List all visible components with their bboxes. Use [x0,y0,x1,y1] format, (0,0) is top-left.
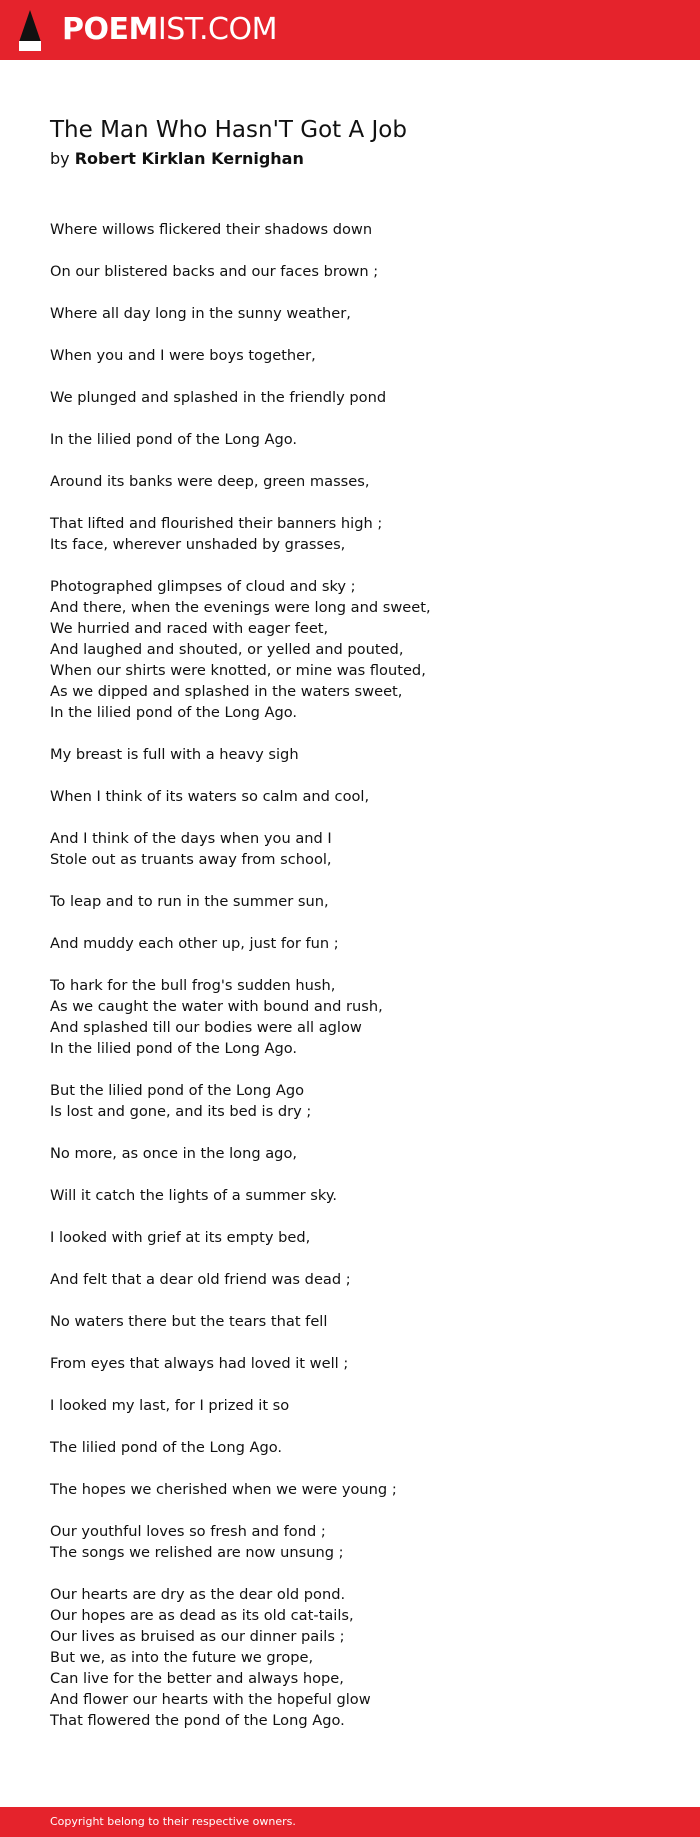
poem-line: Our lives as bruised as our dinner pails ; [50,1628,345,1645]
poem-stanza [50,1311,650,1332]
poem-line: We plunged and splashed in the friendly pond [50,389,387,406]
poem-stanza [50,1584,650,1731]
poem-stanza [50,1269,650,1290]
poem-stanza [50,1185,650,1206]
poem-author: Robert Kirklan Kernighan [74,149,304,168]
poem-line: The hopes we cherished when we were young ; [50,1481,397,1498]
poem-line: When our shirts were knotted, or mine was flouted, [50,662,426,679]
poem-line: We hurried and raced with eager feet, [50,620,329,637]
poem-line: On our blistered backs and our faces brown ; [50,263,379,280]
poem-line: And felt that a dear old friend was dead ; [50,1271,351,1288]
poem-line: The lilied pond of the Long Ago. [50,1439,283,1456]
poem-line: Where all day long in the sunny weather, [50,305,351,322]
poem-title: The Man Who Hasn'T Got A Job [50,117,407,143]
byline [50,149,304,169]
poem-stanza [50,471,650,492]
poem-line: Stole out as truants away from school, [50,851,332,868]
poem-line: To hark for the bull frog's sudden hush, [50,977,336,994]
poem-line: As we dipped and splashed in the waters sweet, [50,683,403,700]
poem-stanza [50,387,650,408]
poem-body [50,219,650,1752]
poem-line: And muddy each other up, just for fun ; [50,935,339,952]
poem-stanza [50,1227,650,1248]
poem-stanza [50,975,650,1059]
poem-line: But the lilied pond of the Long Ago [50,1082,305,1099]
poem-stanza [50,345,650,366]
poem-line: From eyes that always had loved it well ; [50,1355,349,1372]
poem-stanza [50,1080,650,1122]
poem-line: And I think of the days when you and I [50,830,332,847]
poem-line: And splashed till our bodies were all aglow [50,1019,362,1036]
poem-line: That flowered the pond of the Long Ago. [50,1712,345,1729]
poem-line: And flower our hearts with the hopeful glow [50,1691,371,1708]
poem-line: And laughed and shouted, or yelled and pouted, [50,641,404,658]
poem-stanza [50,891,650,912]
poem-line: Where willows flickered their shadows down [50,221,373,238]
poem-stanza [50,1437,650,1458]
poem-line: No waters there but the tears that fell [50,1313,328,1330]
poem-line: Our hearts are dry as the dear old pond. [50,1586,346,1603]
poem-stanza [50,786,650,807]
poem-stanza [50,1521,650,1563]
poem-line: The songs we relished are now unsung ; [50,1544,344,1561]
poem-line: My breast is full with a heavy sigh [50,746,299,763]
poem-line: As we caught the water with bound and rush, [50,998,383,1015]
poem-line: Photographed glimpses of cloud and sky ; [50,578,356,595]
pencil-tip-icon[interactable] [17,9,43,51]
poem-line: And there, when the evenings were long and sweet, [50,599,431,616]
poem-stanza [50,261,650,282]
header-bar [0,0,700,60]
by-label: by [50,149,70,168]
poem-stanza [50,933,650,954]
poem-stanza [50,576,650,723]
poem-line: No more, as once in the long ago, [50,1145,298,1162]
poem-line: To leap and to run in the summer sun, [50,893,329,910]
poem-line: Our youthful loves so fresh and fond ; [50,1523,326,1540]
poem-line: I looked my last, for I prized it so [50,1397,290,1414]
poem-stanza [50,219,650,240]
poem-stanza [50,429,650,450]
poem-line: In the lilied pond of the Long Ago. [50,704,298,721]
poem-line: That lifted and flourished their banners high ; [50,515,383,532]
logo-text-light: IST.COM [157,12,277,47]
logo-text-bold: POEM [62,12,158,47]
poem-line: But we, as into the future we grope, [50,1649,314,1666]
copyright-text: Copyright belong to their respective owners. [50,1815,296,1828]
poem-line: Will it catch the lights of a summer sky. [50,1187,338,1204]
poem-stanza [50,828,650,870]
poem-line: When I think of its waters so calm and cool, [50,788,370,805]
poem-line: I looked with grief at its empty bed, [50,1229,311,1246]
poem-line: Around its banks were deep, green masses, [50,473,370,490]
poem-line: Can live for the better and always hope, [50,1670,344,1687]
poem-stanza [50,1395,650,1416]
poem-stanza [50,303,650,324]
poem-line: In the lilied pond of the Long Ago. [50,431,298,448]
poem-stanza [50,744,650,765]
poem-line: Its face, wherever unshaded by grasses, [50,536,346,553]
footer-bar [0,1807,700,1837]
poem-line: Is lost and gone, and its bed is dry ; [50,1103,312,1120]
poem-stanza [50,1479,650,1500]
site-logo[interactable] [62,12,277,48]
poem-stanza [50,1353,650,1374]
poem-stanza [50,513,650,555]
poem-stanza [50,1143,650,1164]
poem-line: When you and I were boys together, [50,347,316,364]
poem-line: Our hopes are as dead as its old cat-tails, [50,1607,354,1624]
poem-line: In the lilied pond of the Long Ago. [50,1040,298,1057]
